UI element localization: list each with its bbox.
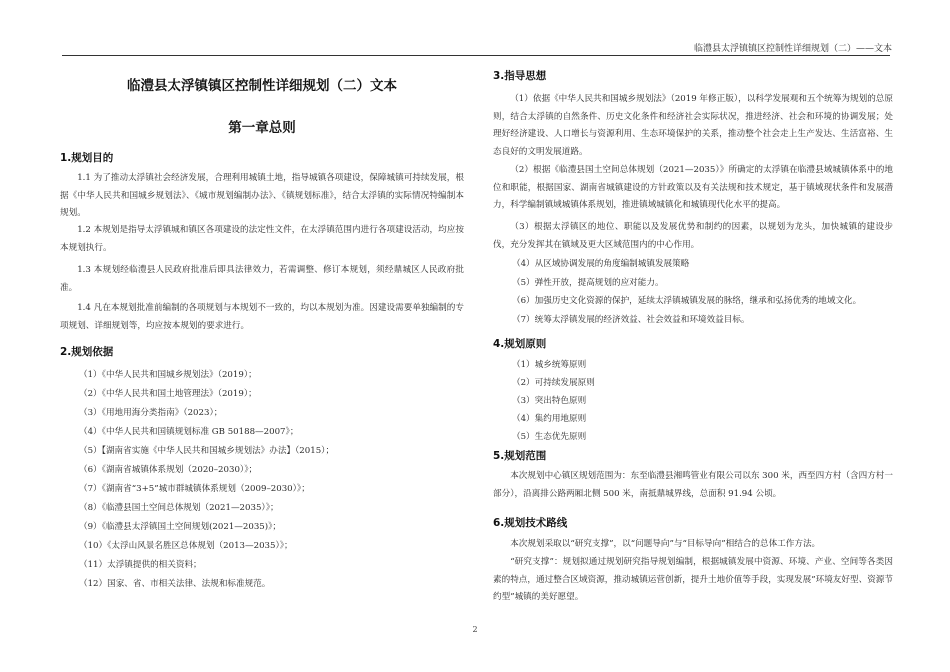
list-item: （6）加强历史文化资源的保护，延续太浮镇城镇发展的脉络，继承和弘扬优秀的地域文化。 xyxy=(512,296,862,306)
list-item: （9）《临澧县太浮镇国土空间规划(2021—2035)》； xyxy=(79,522,282,532)
paragraph-3-2: （2）根据《临澧县国土空间总体规划（2021—2035）》所确定的太浮镇在临澧县域城镇体系中的地位和职能，根据国家、湖南省城镇建设的方针政策以及有关法规和技术规定，基于镇域现状条件和发展潜力，科学编制镇域城镇体系规划，推进镇域城镇化和城镇现代化水平的提高。 xyxy=(493,165,893,210)
paragraph-1-3: 1.3 本规划经临澧县人民政府批准后即具法律效力，若需调整、修订本规划，须经鼎城区人民政府批准。 xyxy=(60,265,464,293)
list-item: （7）统筹太浮镇发展的经济效益、社会效益和环境效益目标。 xyxy=(512,315,750,325)
list-item: （2）《中华人民共和国土地管理法》（2019）； xyxy=(79,389,257,399)
paragraph-6-2: “研究支撑”：规划拟通过规划研究指导规划编制，根据城镇发展中资源、环境、产业、空间等各类因素的特点，通过整合区域资源，推动城镇运营创新，提升土地价值等手段，实现发展”环境友好型、资源节约型”城镇的美好愿望。 xyxy=(493,557,893,602)
list-item: （5）生态优先原则 xyxy=(512,432,587,442)
list-item: （4）集约用地原则 xyxy=(512,414,587,424)
list-item: （3）突出特色原则 xyxy=(512,396,587,406)
section-heading-3: 3.指导思想 xyxy=(493,70,547,82)
running-header-title: 临澧县太浮镇镇区控制性详细规划（二）——文本 xyxy=(693,44,892,54)
basis-list xyxy=(60,366,464,594)
page-number: 2 xyxy=(472,625,478,634)
paragraph-1-1: 1.1 为了推动太浮镇社会经济发展，合理利用城镇土地，指导城镇各项建设，保障城镇可持续发展，根据《中华人民共和国城乡规划法》、《城市规划编制办法》、《镇规划标准》，结合太浮镇的实际情况特编制本规划。 xyxy=(60,173,464,218)
section-heading-4: 4.规划原则 xyxy=(493,338,547,350)
list-item: （7）《湖南省“3+5”城市群城镇体系规划（2009–2030）》； xyxy=(79,484,310,494)
list-item: （3）《用地用海分类指南》（2023）； xyxy=(79,408,223,418)
list-item: （11）太浮镇提供的相关资料； xyxy=(79,560,202,570)
section-heading-2: 2.规划依据 xyxy=(60,346,114,358)
list-item: （5）【湖南省实施《中华人民共和国城乡规划法》办法】（2015）； xyxy=(79,446,335,456)
list-item: （2）可持续发展原则 xyxy=(512,378,595,388)
list-item: （10）《太浮山风景名胜区总体规划（2013—2035）》； xyxy=(79,541,293,551)
paragraph-3-3: （3）根据太浮镇区的地位、职能以及发展优势和制约的因素，以规划为龙头，加快城镇的建设步伐，充分发挥其在镇域及更大区域范围内的中心作用。 xyxy=(493,222,893,250)
paragraph-1-4: 1.4 凡在本规划批准前编制的各项规划与本规划不一致的，均以本规划为准。因建设需要单独编制的专项规划、详细规划等，均应按本规划的要求进行。 xyxy=(60,303,464,331)
list-item: （4）从区域协调发展的角度编制城镇发展策略 xyxy=(512,259,690,269)
list-item: （5）弹性开放，提高规划的应对能力。 xyxy=(512,278,664,288)
section-heading-6: 6.规划技术路线 xyxy=(493,517,568,529)
list-item: （1）《中华人民共和国城乡规划法》（2019）； xyxy=(79,370,257,380)
list-item: （4）《中华人民共和国镇规划标准 GB 50188—2007》； xyxy=(79,427,299,437)
list-item: （1）城乡统筹原则 xyxy=(512,360,587,370)
list-item: （8）《临澧县国土空间总体规划（2021—2035）》； xyxy=(79,503,279,513)
header-rule xyxy=(62,55,890,56)
list-item: （12）国家、省、市相关法律、法规和标准规范。 xyxy=(79,579,271,589)
paragraph-5-1: 本次规划中心镇区规划范围为：东至临澧县湘鸣管业有限公司以东 300 米，西至四方村（含四方村一部分），沿离排公路两厢北侧 500 米，南抵鼎城界线，总面积 91.94 公顷。 xyxy=(493,471,893,499)
paragraph-3-1: （1）依据《中华人民共和国城乡规划法》（2019 年修正版），以科学发展观和五个统筹为规划的总原则，结合太浮镇的自然条件、历史文化条件和经济社会实际状况，推进经济、社会和环境的协调发展；处理好经济建设、人口增长与资源利用、生态环境保护的关系，推动整个社会走上生产发达、生活富裕、生态良好的文明发展道路。 xyxy=(493,94,893,157)
chapter-title: 第一章总则 xyxy=(228,120,296,136)
section-heading-1: 1.规划目的 xyxy=(60,152,114,164)
list-item: （6）《湖南省城镇体系规划（2020–2030）》； xyxy=(79,465,258,475)
paragraph-6-1: 本次规划采取以“研究支撑”，以“问题导向”与“目标导向”相结合的总体工作方法。 xyxy=(510,539,821,549)
paragraph-1-2: 1.2 本规划是指导太浮镇城和镇区各项建设的法定性文件，在太浮镇范围内进行各项建设活动，均应按本规划执行。 xyxy=(60,225,464,253)
document-title: 临澧县太浮镇镇区控制性详细规划（二）文本 xyxy=(127,78,397,94)
section-heading-5: 5.规划范围 xyxy=(493,450,547,462)
